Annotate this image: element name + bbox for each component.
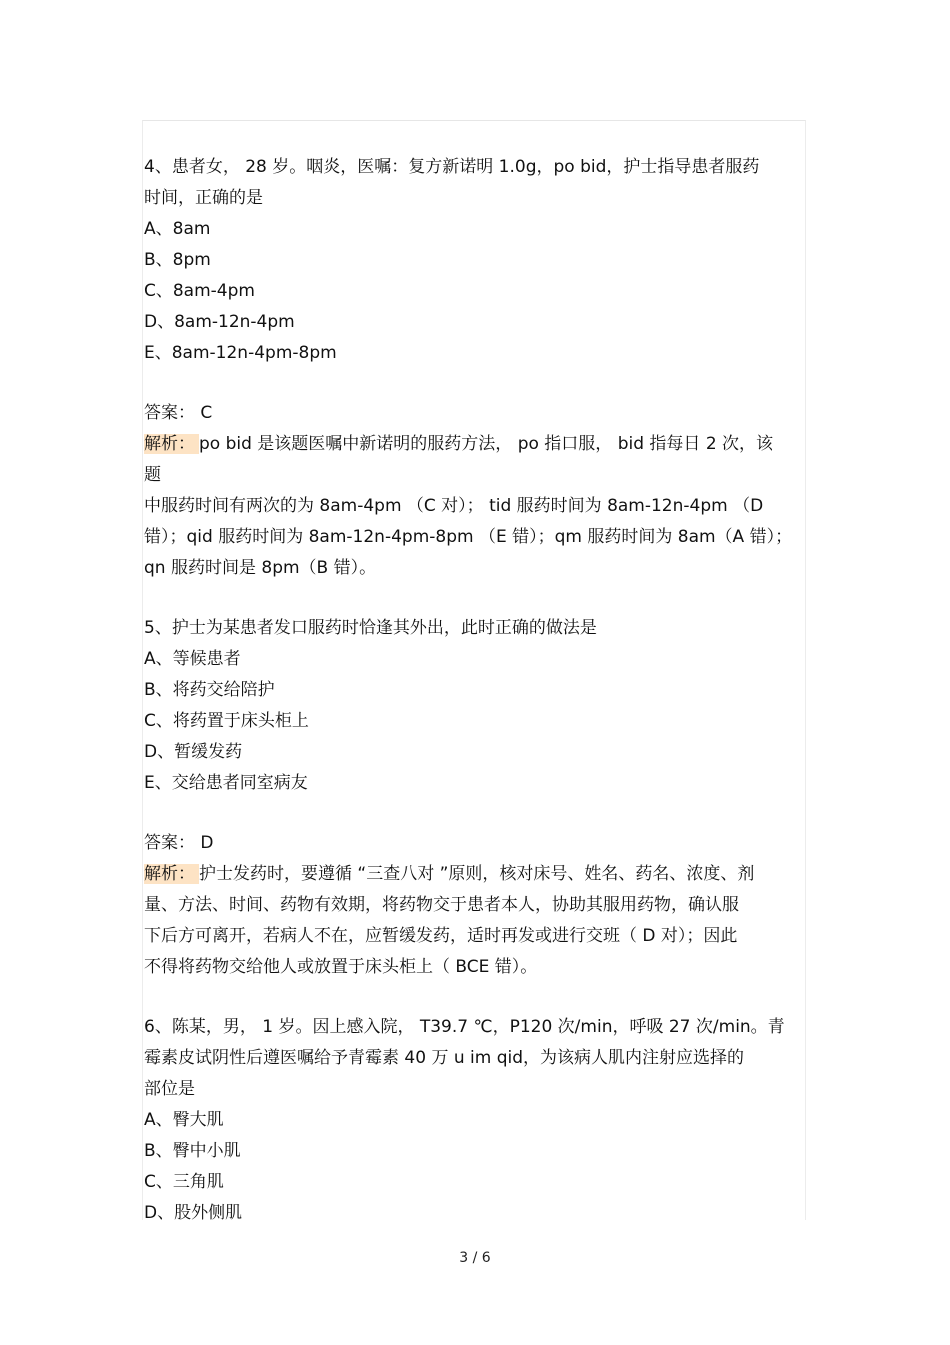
q6-stem-line-3: 部位是 <box>144 1079 195 1099</box>
q5-analysis-line-4: 不得将药物交给他人或放置于床头柜上（ BCE 错）。 <box>144 957 538 977</box>
q4-analysis-line-5: qn 服药时间是 8pm（B 错）。 <box>144 558 377 578</box>
q5-option-c: C、将药置于床头柜上 <box>144 711 309 731</box>
q6-option-b: B、臀中小肌 <box>144 1141 241 1161</box>
q4-analysis-text-1: po bid 是该题医嘱中新诺明的服药方法， po 指口服， bid 指每日 2 次，该 <box>199 434 774 454</box>
q4-analysis-line-3: 中服药时间有两次的为 8am-4pm （C 对）； tid 服药时间为 8am-12n-4pm （D <box>144 496 764 516</box>
q4-analysis-line-2: 题 <box>144 465 161 485</box>
q4-answer: 答案： C <box>144 403 213 423</box>
q5-option-b: B、将药交给陪护 <box>144 680 275 700</box>
q5-answer: 答案： D <box>144 833 214 853</box>
q5-option-e: E、交给患者同室病友 <box>144 773 308 793</box>
q5-analysis-line-2: 量、方法、时间、药物有效期，将药物交于患者本人，协助其服用药物，确认服 <box>144 895 739 915</box>
q4-analysis-label: 解析： <box>144 434 199 454</box>
q6-option-c: C、三角肌 <box>144 1172 224 1192</box>
q5-analysis-text-1: 护士发药时，要遵循 “三查八对 ”原则，核对床号、姓名、药名、浓度、剂 <box>199 864 755 884</box>
q6-option-a: A、臀大肌 <box>144 1110 224 1130</box>
q6-option-d: D、股外侧肌 <box>144 1203 243 1223</box>
q5-stem-line-1: 5、护士为某患者发口服药时恰逢其外出，此时正确的做法是 <box>144 618 597 638</box>
q4-option-a: A、8am <box>144 219 211 239</box>
q5-analysis-label: 解析： <box>144 864 199 884</box>
q4-stem-line-2: 时间，正确的是 <box>144 188 263 208</box>
q5-analysis-line-1 <box>144 859 806 890</box>
q4-option-e: E、8am-12n-4pm-8pm <box>144 343 337 363</box>
q4-option-b: B、8pm <box>144 250 211 270</box>
document-body <box>144 152 806 1229</box>
q5-analysis-line-3: 下后方可离开，若病人不在，应暂缓发药，适时再发或进行交班（ D 对）；因此 <box>144 926 738 946</box>
q4-analysis-line-4: 错）；qid 服药时间为 8am-12n-4pm-8pm （E 错）；qm 服药时间为 8am（A 错）； <box>144 527 793 547</box>
q4-option-d: D、8am-12n-4pm <box>144 312 295 332</box>
q4-option-c: C、8am-4pm <box>144 281 255 301</box>
q6-stem-line-2: 霉素皮试阴性后遵医嘱给予青霉素 40 万 u im qid，为该病人肌内注射应选择的 <box>144 1048 745 1068</box>
q5-option-a: A、等候患者 <box>144 649 241 669</box>
q4-stem-line-1: 4、患者女， 28 岁。咽炎，医嘱：复方新诺明 1.0g，po bid，护士指导患者服药 <box>144 157 760 177</box>
page-number: 3 / 6 <box>459 1250 491 1266</box>
q4-analysis-line-1 <box>144 429 806 460</box>
q6-stem-line-1: 6、陈某，男， 1 岁。因上感入院， T39.7 ℃，P120 次/min，呼吸 27 次/min。青 <box>144 1017 785 1037</box>
q5-option-d: D、暂缓发药 <box>144 742 243 762</box>
